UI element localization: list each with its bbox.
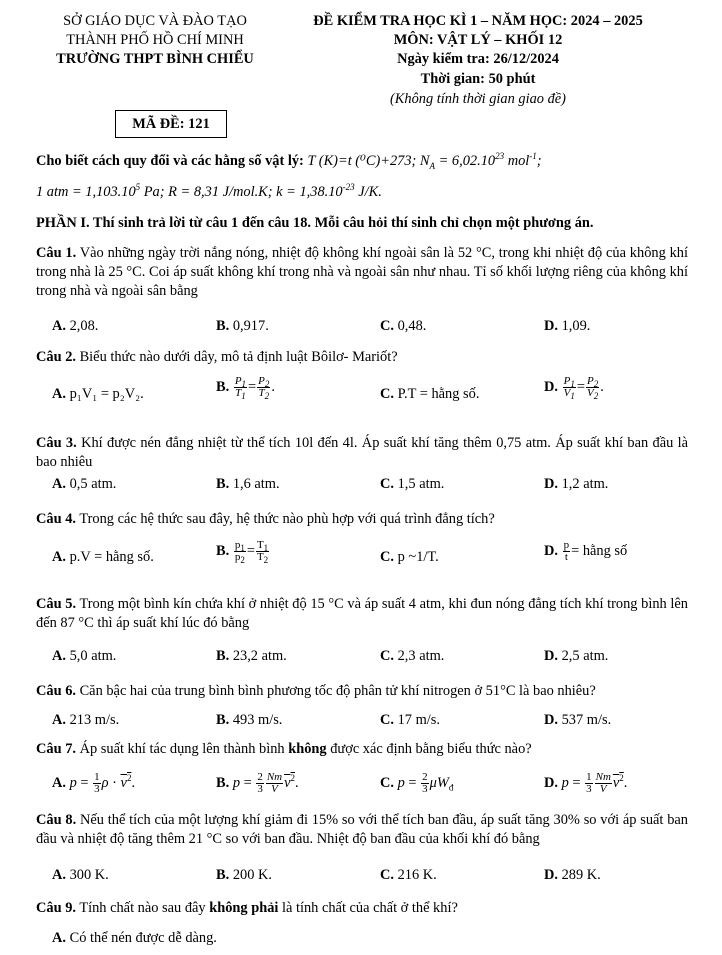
q8-option-a[interactable]: A. 300 K. xyxy=(52,867,109,883)
q7-text2: được xác định bằng biểu thức nào? xyxy=(326,741,532,757)
question-8 xyxy=(36,811,688,849)
constants-line1c: mol xyxy=(504,153,530,169)
q7-label: Câu 7. xyxy=(36,741,76,757)
q8-option-d[interactable]: D. 289 K. xyxy=(544,867,601,883)
q6-label: Câu 6. xyxy=(36,683,76,699)
q1-label: Câu 1. xyxy=(36,245,77,261)
question-1 xyxy=(36,244,688,301)
question-7 xyxy=(36,741,532,758)
q1-option-b[interactable]: B. 0,917. xyxy=(216,318,269,334)
question-6 xyxy=(36,683,596,700)
q4-option-b[interactable]: B. $\frac{p_1}{p_2}$ = $\frac{T_1}{T_2}$ xyxy=(216,539,269,566)
question-9 xyxy=(36,900,458,917)
q4-option-c[interactable]: C. p ~1/T. xyxy=(380,549,439,565)
q4-label: Câu 4. xyxy=(36,511,76,527)
q7-option-b[interactable]: B. p = $\frac{2}{3}$ $\frac{Nm}{V}$ $v^2$. xyxy=(216,771,299,795)
q1-text: Vào những ngày trời nắng nóng, nhiệt độ không khí ngoài sân là 52 °C, trong khi nhiệt độ của không khí trong nhà là 25 °C. Coi áp suất không khí trong nhà và ngoài sân như nhau. Tỉ số khối lượng riêng của không khí trong nhà và ngoài sân bằng xyxy=(36,245,688,299)
question-4 xyxy=(36,511,495,528)
q8-option-c[interactable]: C. 216 K. xyxy=(380,867,437,883)
q7-bold: không xyxy=(288,741,327,757)
q3-option-c[interactable]: C. 1,5 atm. xyxy=(380,476,445,492)
duration: Thời gian: 50 phút xyxy=(420,71,536,87)
q5-option-d[interactable]: D. 2,5 atm. xyxy=(544,648,609,664)
q1-option-a[interactable]: A. 2,08. xyxy=(52,318,99,334)
q6-option-b[interactable]: B. 493 m/s. xyxy=(216,712,283,728)
q2-option-a[interactable]: A. p₁V₁ = p₂V₂. xyxy=(52,386,144,402)
q5-option-c[interactable]: C. 2,3 atm. xyxy=(380,648,445,664)
part1-heading: PHẦN I. Thí sinh trả lời từ câu 1 đến câu 18. Mỗi câu hỏi thí sinh chỉ chọn một phương án. xyxy=(36,215,594,231)
q7-text1: Áp suất khí tác dụng lên thành bình xyxy=(75,741,289,757)
constants-line1b: = 6,02.10 xyxy=(435,153,496,169)
q9-option-a[interactable]: A. Có thể nén được dễ dàng. xyxy=(52,930,217,946)
school-name: TRƯỜNG THPT BÌNH CHIỂU xyxy=(56,51,254,67)
q1-option-c[interactable]: C. 0,48. xyxy=(380,318,427,334)
q5-option-b[interactable]: B. 23,2 atm. xyxy=(216,648,287,664)
q7-option-c[interactable]: C. p = $\frac{2}{3}$ $\mu W_đ$ xyxy=(380,771,454,795)
q3-label: Câu 3. xyxy=(36,435,77,451)
constants-intro: Cho biết cách quy đổi và các hằng số vật lý: xyxy=(36,153,304,169)
q6-text: Căn bậc hai của trung bình bình phương tốc độ phân tử khí nitrogen ở 51°C là bao nhiêu? xyxy=(75,683,596,699)
dept-name: SỞ GIÁO DỤC VÀ ĐÀO TẠO xyxy=(63,13,247,29)
q6-option-a[interactable]: A. 213 m/s. xyxy=(52,712,120,728)
q5-text: Trong một bình kín chứa khí ở nhiệt độ 15 °C và áp suất 4 atm, khi đun nóng đẳng tích khí trong bình lên đến 87 °C thì áp suất khí lúc đó bằng xyxy=(36,596,688,631)
q3-option-a[interactable]: A. 0,5 atm. xyxy=(52,476,117,492)
q9-text1: Tính chất nào sau đây xyxy=(75,900,210,916)
question-5 xyxy=(36,595,688,633)
constants-line2: 1 atm = 1,103.10 xyxy=(36,184,136,200)
exam-date: Ngày kiểm tra: 26/12/2024 xyxy=(397,51,559,67)
constants-line-1: Cho biết cách quy đổi và các hằng số vật lý: T (K)=t (⁰C)+273; $N_A = 6,02.10^{23}$ mol$^{-1}$; xyxy=(36,151,542,171)
constants-line-2: 1 atm = $1,103.10^5$ Pa; R = 8,31 J/mol.K; $k = 1,38.10^{-23}$ J/K. xyxy=(36,182,382,200)
q2-option-c[interactable]: C. P.T = hằng số. xyxy=(380,386,480,402)
q3-text: Khí được nén đẳng nhiệt từ thể tích 10l đến 4l. Áp suất khí tăng thêm 0,75 atm. Áp suất khí ban đầu là bao nhiêu xyxy=(36,435,689,470)
q6-option-c[interactable]: C. 17 m/s. xyxy=(380,712,440,728)
question-3 xyxy=(36,434,688,472)
exam-title: ĐỀ KIỂM TRA HỌC KÌ 1 – NĂM HỌC: 2024 – 2025 xyxy=(313,13,643,29)
q7-option-d[interactable]: D. p = $\frac{1}{3}$ $\frac{Nm}{V}$ $v^2$. xyxy=(544,771,628,795)
q4-text: Trong các hệ thức sau đây, hệ thức nào phù hợp với quá trình đẳng tích? xyxy=(75,511,495,527)
q1-option-d[interactable]: D. 1,09. xyxy=(544,318,591,334)
time-note: (Không tính thời gian giao đề) xyxy=(390,91,566,107)
q8-text: Nếu thể tích của một lượng khí giảm đi 15% so với thể tích ban đầu, áp suất tăng 30% so với áp suất ban đầu và nhiệt độ tăng thêm 21 °C so với ban đầu. Nhiệt độ ban đầu của khối khí đó bằng xyxy=(36,812,689,847)
q2-label: Câu 2. xyxy=(36,349,76,365)
q9-text2: là tính chất của chất ở thể khí? xyxy=(278,900,458,916)
q2-option-b[interactable]: B. $\frac{P_1}{T_1}$ = $\frac{P_2}{T_2}$ . xyxy=(216,375,276,402)
q8-label: Câu 8. xyxy=(36,812,77,828)
q2-option-d[interactable]: D. $\frac{P_1}{V_1}$ = $\frac{P_2}{V_2}$ . xyxy=(544,375,604,402)
q4-option-a[interactable]: A. p.V = hằng số. xyxy=(52,549,154,565)
city-name: THÀNH PHỐ HỒ CHÍ MINH xyxy=(66,32,244,48)
exam-code: MÃ ĐỀ: 121 xyxy=(115,110,227,138)
q5-option-a[interactable]: A. 5,0 atm. xyxy=(52,648,117,664)
q9-label: Câu 9. xyxy=(36,900,76,916)
constants-line1: T (K)=t (⁰C)+273; N xyxy=(307,153,430,169)
q2-text: Biểu thức nào dưới dây, mô tả định luật Bôilơ- Mariốt? xyxy=(75,349,398,365)
q6-option-d[interactable]: D. 537 m/s. xyxy=(544,712,612,728)
q8-option-b[interactable]: B. 200 K. xyxy=(216,867,272,883)
q9-bold: không phải xyxy=(209,900,279,916)
q4-option-d[interactable]: D. $\frac{p}{t}$ = hằng số xyxy=(544,539,628,563)
constants-line2c: J/K. xyxy=(354,184,382,200)
constants-line2b: Pa; R = 8,31 J/mol.K; k = 1,38.10 xyxy=(140,184,343,200)
question-2 xyxy=(36,349,398,366)
q3-option-d[interactable]: D. 1,2 atm. xyxy=(544,476,609,492)
subject: MÔN: VẬT LÝ – KHỐI 12 xyxy=(393,32,563,48)
q7-option-a[interactable]: A. p = $\frac{1}{3}$ $\rho \cdot v^2$. xyxy=(52,771,136,795)
q5-label: Câu 5. xyxy=(36,596,77,612)
q3-option-b[interactable]: B. 1,6 atm. xyxy=(216,476,280,492)
